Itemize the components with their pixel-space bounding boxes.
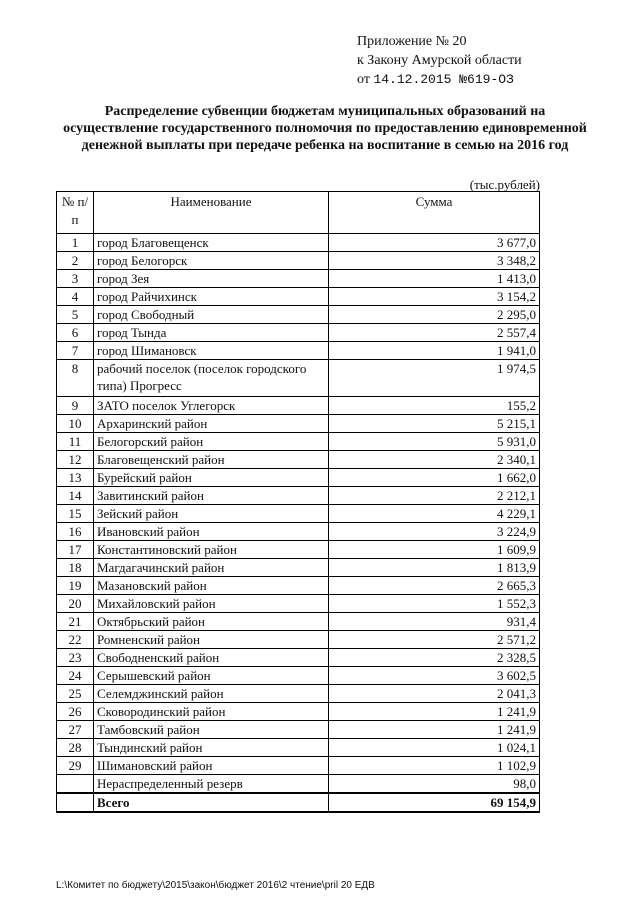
row-number: 17	[57, 541, 94, 559]
row-sum: 1 609,9	[329, 541, 540, 559]
row-name: ЗАТО поселок Углегорск	[94, 397, 329, 415]
table-row	[57, 523, 540, 541]
row-sum: 1 813,9	[329, 559, 540, 577]
table-header-row	[57, 192, 540, 234]
row-sum: 98,0	[329, 775, 540, 794]
table-row	[57, 775, 540, 794]
row-sum: 3 154,2	[329, 288, 540, 306]
file-path-footer: L:\Комитет по бюджету\2015\закон\бюджет 2016\2 чтение\pril 20 ЕДВ	[56, 880, 375, 891]
row-number: 28	[57, 739, 94, 757]
row-name: город Тында	[94, 324, 329, 342]
row-sum: 1 552,3	[329, 595, 540, 613]
row-number: 4	[57, 288, 94, 306]
row-sum: 2 557,4	[329, 324, 540, 342]
row-number: 15	[57, 505, 94, 523]
row-number: 26	[57, 703, 94, 721]
row-number: 25	[57, 685, 94, 703]
row-name: Селемджинский район	[94, 685, 329, 703]
row-sum: 4 229,1	[329, 505, 540, 523]
table-row	[57, 342, 540, 360]
row-number: 1	[57, 234, 94, 252]
row-name: город Благовещенск	[94, 234, 329, 252]
table-row	[57, 324, 540, 342]
table-row	[57, 559, 540, 577]
table-row	[57, 703, 540, 721]
table-row	[57, 667, 540, 685]
table-row	[57, 288, 540, 306]
table-row	[57, 469, 540, 487]
table-row	[57, 433, 540, 451]
row-sum: 1 941,0	[329, 342, 540, 360]
table-row	[57, 397, 540, 415]
row-sum: 2 340,1	[329, 451, 540, 469]
row-name: город Белогорск	[94, 252, 329, 270]
row-name: Белогорский район	[94, 433, 329, 451]
row-name: город Райчихинск	[94, 288, 329, 306]
header-sum: Сумма	[329, 192, 540, 234]
appendix-date	[357, 70, 522, 89]
row-sum: 155,2	[329, 397, 540, 415]
table-row	[57, 739, 540, 757]
row-number: 27	[57, 721, 94, 739]
row-sum: 2 295,0	[329, 306, 540, 324]
row-number: 12	[57, 451, 94, 469]
total-number	[57, 793, 94, 812]
row-number: 19	[57, 577, 94, 595]
row-name: Завитинский район	[94, 487, 329, 505]
appendix-date-stamp: 14.12.2015 №619-ОЗ	[373, 72, 514, 87]
header-number: № п/п	[57, 192, 94, 234]
row-number: 5	[57, 306, 94, 324]
row-name: Нераспределенный резерв	[94, 775, 329, 794]
table-row	[57, 451, 540, 469]
row-number: 11	[57, 433, 94, 451]
row-sum: 1 102,9	[329, 757, 540, 775]
row-name: город Шимановск	[94, 342, 329, 360]
row-name: рабочий поселок (поселок городского типа) Прогресс	[94, 360, 329, 397]
row-name: Михайловский район	[94, 595, 329, 613]
document-title: Распределение субвенции бюджетам муниципальных образований на осуществление государственного полномочия по предоставлению единовременной денежной выплаты при передаче ребенка на воспитание в семью на 2016 год	[63, 104, 587, 153]
row-number: 6	[57, 324, 94, 342]
row-number: 7	[57, 342, 94, 360]
row-name: Тындинский район	[94, 739, 329, 757]
table-row	[57, 360, 540, 397]
row-number: 13	[57, 469, 94, 487]
row-number: 24	[57, 667, 94, 685]
row-sum: 5 215,1	[329, 415, 540, 433]
table-row	[57, 613, 540, 631]
distribution-table	[56, 191, 540, 813]
table-row	[57, 541, 540, 559]
row-sum: 3 348,2	[329, 252, 540, 270]
header-name: Наименование	[94, 192, 329, 234]
row-name: Благовещенский район	[94, 451, 329, 469]
row-number: 8	[57, 360, 94, 397]
row-sum: 3 602,5	[329, 667, 540, 685]
row-number	[57, 775, 94, 794]
table-total-row	[57, 793, 540, 812]
table-row	[57, 270, 540, 288]
table-row	[57, 757, 540, 775]
row-number: 3	[57, 270, 94, 288]
row-number: 14	[57, 487, 94, 505]
row-number: 16	[57, 523, 94, 541]
row-sum: 2 212,1	[329, 487, 540, 505]
table-row	[57, 505, 540, 523]
units-label: (тыс.рублей)	[469, 177, 540, 192]
row-name: Мазановский район	[94, 577, 329, 595]
table-row	[57, 415, 540, 433]
row-number: 21	[57, 613, 94, 631]
row-name: Серышевский район	[94, 667, 329, 685]
row-number: 22	[57, 631, 94, 649]
row-sum: 2 041,3	[329, 685, 540, 703]
row-name: Константиновский район	[94, 541, 329, 559]
row-name: Бурейский район	[94, 469, 329, 487]
row-name: Магдагачинский район	[94, 559, 329, 577]
row-number: 9	[57, 397, 94, 415]
row-name: Октябрьский район	[94, 613, 329, 631]
total-sum: 69 154,9	[329, 793, 540, 812]
row-name: Ивановский район	[94, 523, 329, 541]
table-row	[57, 631, 540, 649]
row-sum: 1 024,1	[329, 739, 540, 757]
row-name: город Свободный	[94, 306, 329, 324]
row-number: 18	[57, 559, 94, 577]
table-row	[57, 595, 540, 613]
table-row	[57, 306, 540, 324]
row-sum: 1 974,5	[329, 360, 540, 397]
row-name: Тамбовский район	[94, 721, 329, 739]
row-number: 23	[57, 649, 94, 667]
table-row	[57, 252, 540, 270]
row-sum: 5 931,0	[329, 433, 540, 451]
row-sum: 1 241,9	[329, 703, 540, 721]
table-body	[57, 234, 540, 813]
table-row	[57, 234, 540, 252]
row-sum: 1 241,9	[329, 721, 540, 739]
row-number: 10	[57, 415, 94, 433]
row-number: 29	[57, 757, 94, 775]
row-name: Зейский район	[94, 505, 329, 523]
row-name: город Зея	[94, 270, 329, 288]
appendix-number: Приложение № 20	[357, 34, 467, 49]
row-name: Ромненский район	[94, 631, 329, 649]
table-row	[57, 649, 540, 667]
row-sum: 1 662,0	[329, 469, 540, 487]
appendix-date-prefix: от	[357, 72, 370, 87]
total-label: Всего	[94, 793, 329, 812]
row-sum: 3 677,0	[329, 234, 540, 252]
table-row	[57, 487, 540, 505]
table-row	[57, 685, 540, 703]
row-number: 2	[57, 252, 94, 270]
row-name: Свободненский район	[94, 649, 329, 667]
row-sum: 2 571,2	[329, 631, 540, 649]
row-name: Шимановский район	[94, 757, 329, 775]
row-sum: 2 665,3	[329, 577, 540, 595]
table-row	[57, 577, 540, 595]
row-name: Сковородинский район	[94, 703, 329, 721]
row-name: Архаринский район	[94, 415, 329, 433]
row-sum: 931,4	[329, 613, 540, 631]
appendix-header	[357, 32, 522, 89]
appendix-law: к Закону Амурской области	[357, 53, 522, 68]
row-sum: 3 224,9	[329, 523, 540, 541]
row-number: 20	[57, 595, 94, 613]
row-sum: 1 413,0	[329, 270, 540, 288]
table-row	[57, 721, 540, 739]
row-sum: 2 328,5	[329, 649, 540, 667]
